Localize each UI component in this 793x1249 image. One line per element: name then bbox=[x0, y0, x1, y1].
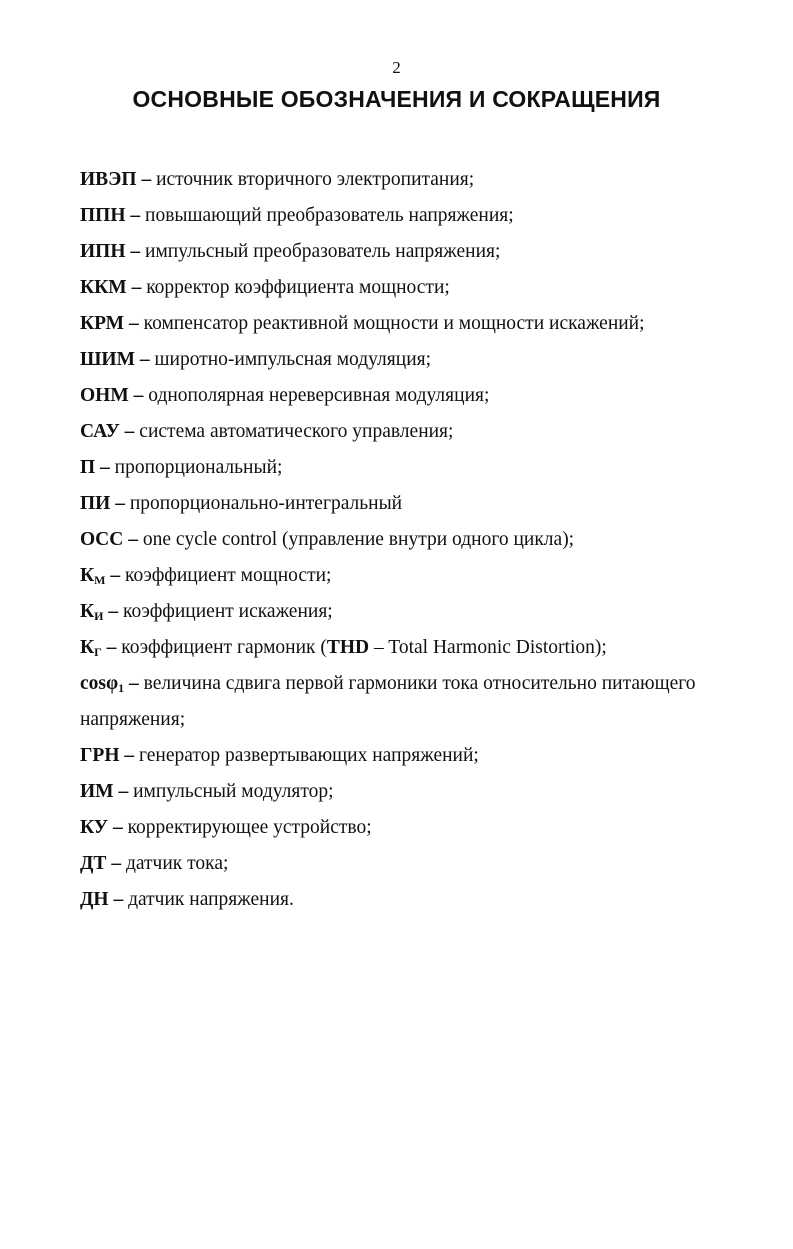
term-subscript: М bbox=[94, 573, 106, 587]
list-item bbox=[80, 162, 740, 198]
list-item bbox=[80, 234, 740, 270]
abbreviation-term: ГРН bbox=[80, 745, 120, 766]
abbreviation-list bbox=[80, 162, 740, 918]
abbreviation-term bbox=[80, 673, 124, 694]
dash: – bbox=[125, 241, 146, 262]
term-subscript: Г bbox=[94, 645, 102, 659]
abbreviation-definition: источник вторичного электропитания; bbox=[156, 169, 475, 190]
list-item bbox=[80, 810, 740, 846]
abbreviation-term: КУ bbox=[80, 817, 109, 838]
abbreviation-definition: one cycle control (управление внутри одного цикла); bbox=[142, 529, 575, 550]
list-item bbox=[80, 270, 740, 306]
abbreviation-term: ПИ bbox=[80, 493, 111, 514]
dash: – bbox=[119, 421, 140, 442]
list-item bbox=[80, 594, 740, 630]
abbreviation-definition: однополярная нереверсивная модуляция; bbox=[148, 385, 490, 406]
abbreviation-term: П bbox=[80, 457, 96, 478]
dash: – bbox=[124, 673, 144, 694]
term-subscript: И bbox=[94, 609, 104, 623]
dash: – bbox=[136, 169, 157, 190]
abbreviation-definition: датчик напряжения. bbox=[128, 889, 294, 910]
abbreviation-term: ДН bbox=[80, 889, 109, 910]
abbreviation-definition: корректирующее устройство; bbox=[127, 817, 372, 838]
abbreviation-definition: датчик тока; bbox=[125, 853, 229, 874]
abbreviation-definition: генератор развертывающих напряжений; bbox=[139, 745, 479, 766]
list-item bbox=[80, 666, 740, 738]
dash: – bbox=[110, 493, 130, 514]
abbreviation-inline-term: THD bbox=[326, 637, 370, 658]
dash: – bbox=[103, 601, 123, 622]
page-number: 2 bbox=[392, 58, 401, 77]
dash: – bbox=[128, 385, 149, 406]
abbreviation-definition: корректор коэффициента мощности; bbox=[146, 277, 450, 298]
list-item bbox=[80, 774, 740, 810]
abbreviation-definition: широтно-импульсная модуляция; bbox=[154, 349, 432, 370]
list-item bbox=[80, 378, 740, 414]
dash: – bbox=[105, 565, 125, 586]
dash: – bbox=[124, 313, 144, 334]
abbreviation-definition-tail: – Total Harmonic Distortion); bbox=[369, 637, 607, 658]
abbreviation-term bbox=[80, 565, 105, 586]
list-item bbox=[80, 882, 740, 918]
dash: – bbox=[135, 349, 155, 370]
page-title: ОСНОВНЫЕ ОБОЗНАЧЕНИЯ И СОКРАЩЕНИЯ bbox=[132, 86, 661, 112]
abbreviation-term: ОНМ bbox=[80, 385, 129, 406]
term-subscript: 1 bbox=[118, 681, 125, 695]
list-item bbox=[80, 522, 740, 558]
abbreviation-definition: компенсатор реактивной мощности и мощности искажений; bbox=[143, 313, 645, 334]
abbreviation-term: ККМ bbox=[80, 277, 127, 298]
abbreviation-term: ИВЭП bbox=[80, 169, 137, 190]
dash: – bbox=[113, 781, 134, 802]
abbreviation-term bbox=[80, 601, 103, 622]
list-item bbox=[80, 846, 740, 882]
abbreviation-term: САУ bbox=[80, 421, 120, 442]
dash: – bbox=[119, 745, 139, 766]
abbreviation-definition: повышающий преобразователь напряжения; bbox=[145, 205, 514, 226]
dash: – bbox=[108, 889, 129, 910]
dash: – bbox=[95, 457, 115, 478]
term-base: К bbox=[80, 565, 95, 586]
term-base: cosφ bbox=[80, 673, 119, 694]
list-item bbox=[80, 486, 740, 522]
abbreviation-definition: величина сдвига первой гармоники тока относительно питающего напряжения; bbox=[80, 673, 696, 730]
abbreviation-definition: коэффициент искажения; bbox=[122, 601, 333, 622]
dash: – bbox=[106, 853, 126, 874]
list-item bbox=[80, 558, 740, 594]
abbreviation-term: ППН bbox=[80, 205, 126, 226]
dash: – bbox=[101, 637, 122, 658]
list-item bbox=[80, 342, 740, 378]
term-base: К bbox=[80, 637, 95, 658]
list-item bbox=[80, 450, 740, 486]
list-item bbox=[80, 414, 740, 450]
abbreviation-term: ИМ bbox=[80, 781, 114, 802]
dash: – bbox=[108, 817, 128, 838]
dash: – bbox=[126, 277, 147, 298]
list-item bbox=[80, 630, 740, 666]
abbreviation-definition: импульсный модулятор; bbox=[133, 781, 334, 802]
abbreviation-definition: коэффициент гармоник ( bbox=[121, 637, 327, 658]
list-item bbox=[80, 306, 740, 342]
abbreviation-term: ШИМ bbox=[80, 349, 135, 370]
abbreviation-term: КРМ bbox=[80, 313, 125, 334]
list-item bbox=[80, 198, 740, 234]
dash: – bbox=[123, 529, 143, 550]
term-base: К bbox=[80, 601, 95, 622]
abbreviation-definition: система автоматического управления; bbox=[139, 421, 454, 442]
abbreviation-definition: пропорциональный; bbox=[114, 457, 283, 478]
abbreviation-definition: импульсный преобразователь напряжения; bbox=[145, 241, 501, 262]
abbreviation-term: ДТ bbox=[80, 853, 107, 874]
abbreviation-term: ИПН bbox=[80, 241, 126, 262]
abbreviation-definition: пропорционально-интегральный bbox=[129, 493, 403, 514]
abbreviation-term bbox=[80, 637, 102, 658]
abbreviation-definition: коэффициент мощности; bbox=[124, 565, 332, 586]
dash: – bbox=[125, 205, 146, 226]
abbreviation-term: OCC bbox=[80, 529, 124, 550]
list-item bbox=[80, 738, 740, 774]
